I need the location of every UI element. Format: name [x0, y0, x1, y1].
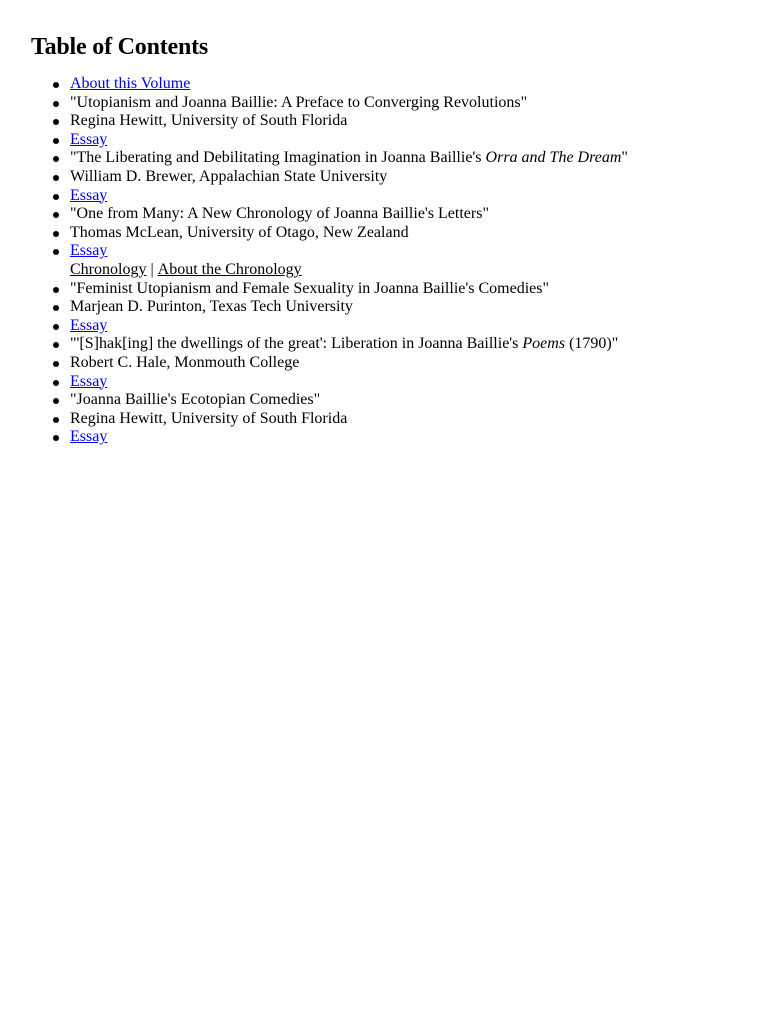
essay-link[interactable]: Essay — [70, 242, 108, 260]
chronology-link[interactable]: Chronology — [70, 260, 147, 278]
list-item — [31, 298, 770, 317]
bullet-icon — [53, 194, 59, 200]
list-item — [31, 428, 770, 447]
bullet-icon — [53, 435, 59, 441]
essay-title-italic: Orra and The Dream — [485, 149, 622, 167]
list-item — [31, 75, 770, 94]
essay-title-italic: Poems — [522, 335, 566, 353]
list-item — [31, 410, 770, 429]
essay-title-text: "The Liberating and Debilitating Imagination in Joanna Baillie's — [70, 149, 486, 167]
about-chronology-link[interactable]: About the Chronology — [157, 260, 302, 278]
bullet-icon — [53, 82, 59, 88]
essay-author: Regina Hewitt, University of South Florida — [70, 409, 348, 427]
essay-title — [70, 335, 618, 352]
essay-author: Thomas McLean, University of Otago, New Zealand — [70, 223, 409, 241]
bullet-icon — [53, 231, 59, 237]
bullet-icon — [53, 380, 59, 386]
essay-title-text: " — [621, 149, 628, 167]
list-item — [31, 131, 770, 150]
essay-title-text: "'[S]hak[ing] the dwellings of the great': Liberation in Joanna Baillie's — [70, 335, 523, 353]
bullet-icon — [53, 324, 59, 330]
bullet-icon — [53, 417, 59, 423]
essay-author: William D. Brewer, Appalachian State University — [70, 167, 388, 185]
link-separator: | — [150, 260, 154, 278]
essay-title: "Joanna Baillie's Ecotopian Comedies" — [70, 391, 321, 409]
essay-link[interactable]: Essay — [70, 372, 108, 390]
contents-list — [31, 75, 770, 447]
list-item — [31, 354, 770, 373]
list-item — [31, 391, 770, 410]
essay-title: "Feminist Utopianism and Female Sexuality in Joanna Baillie's Comedies" — [70, 279, 549, 297]
bullet-icon — [53, 342, 59, 348]
bullet-icon — [53, 305, 59, 311]
bullet-icon — [53, 398, 59, 404]
essay-author: Regina Hewitt, University of South Florida — [70, 112, 348, 130]
list-item — [31, 94, 770, 113]
essay-title: "One from Many: A New Chronology of Joanna Baillie's Letters" — [70, 205, 489, 223]
bullet-icon — [53, 138, 59, 144]
bullet-icon — [53, 175, 59, 181]
bullet-icon — [53, 156, 59, 162]
bullet-icon — [53, 361, 59, 367]
essay-link[interactable]: Essay — [70, 186, 108, 204]
list-item — [31, 205, 770, 224]
essay-link[interactable]: Essay — [70, 130, 108, 148]
list-item — [31, 242, 770, 279]
page-title: Table of Contents — [31, 34, 209, 60]
list-item — [31, 280, 770, 299]
essay-author: Marjean D. Purinton, Texas Tech University — [70, 298, 353, 316]
list-item — [31, 168, 770, 187]
bullet-icon — [53, 119, 59, 125]
essay-title-text: (1790)" — [565, 335, 619, 353]
list-item — [31, 317, 770, 336]
chronology-links — [70, 261, 770, 280]
essay-author: Robert C. Hale, Monmouth College — [70, 353, 300, 371]
list-item — [31, 149, 770, 168]
about-volume-link[interactable]: About this Volume — [70, 75, 191, 92]
bullet-icon — [53, 249, 59, 255]
bullet-icon — [53, 287, 59, 293]
essay-title: "Utopianism and Joanna Baillie: A Preface to Converging Revolutions" — [70, 93, 528, 111]
list-item — [31, 224, 770, 243]
essay-title — [70, 149, 628, 166]
list-item — [31, 373, 770, 392]
list-item — [31, 112, 770, 131]
list-item — [31, 187, 770, 206]
list-item — [31, 335, 770, 354]
bullet-icon — [53, 101, 59, 107]
essay-link[interactable]: Essay — [70, 428, 108, 446]
page — [0, 0, 770, 447]
essay-link[interactable]: Essay — [70, 316, 108, 334]
bullet-icon — [53, 212, 59, 218]
